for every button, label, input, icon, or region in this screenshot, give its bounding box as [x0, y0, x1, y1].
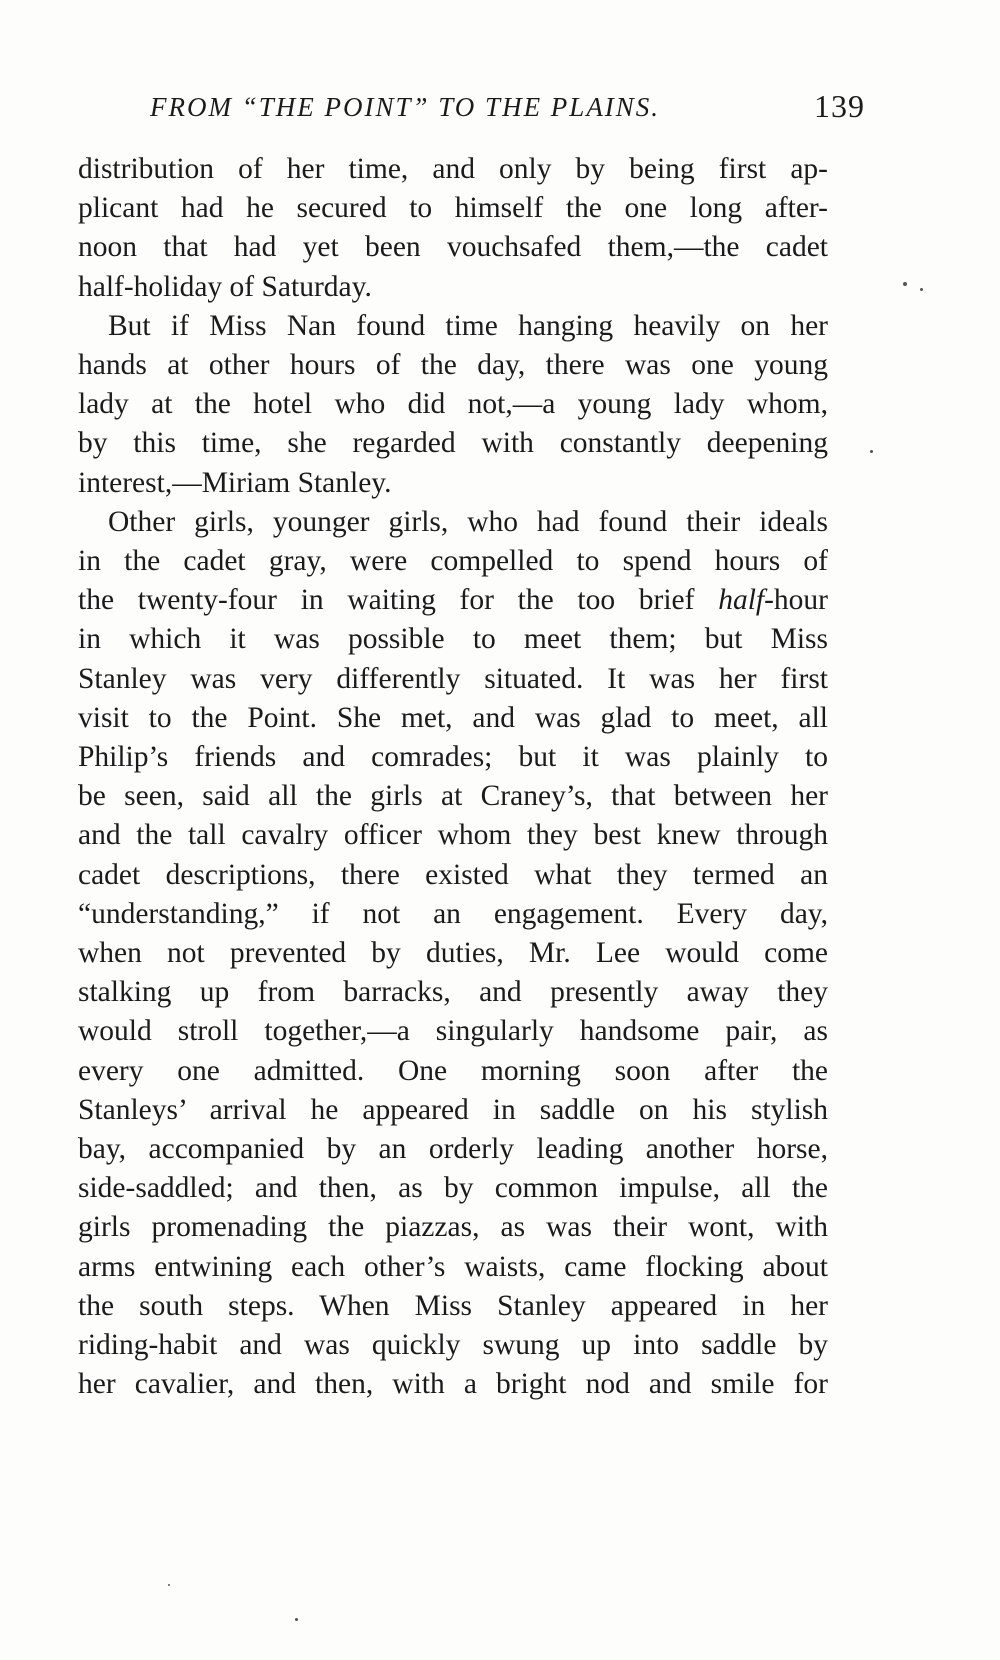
- italic-word: half: [718, 584, 765, 617]
- text-line: lady at the hotel who did not,—a young lady whom,: [78, 388, 828, 421]
- text-line: half-holiday of Saturday.: [78, 270, 372, 303]
- text-line: cadet descriptions, there existed what they termed an: [78, 858, 828, 891]
- text-line: But if Miss Nan found time hanging heavily on her: [108, 309, 828, 342]
- text-line: “understanding,” if not an engagement. Every day,: [78, 897, 828, 930]
- text-line: stalking up from barracks, and presently away they: [78, 976, 828, 1009]
- scan-speck: [168, 1584, 170, 1586]
- body-text: [78, 150, 828, 1405]
- text-line: plicant had he secured to himself the one long after-: [78, 192, 828, 225]
- text-line: interest,—Miriam Stanley.: [78, 466, 392, 499]
- scan-speck: [870, 450, 873, 453]
- paragraph: [78, 150, 828, 307]
- text-line: side-saddled; and then, as by common impulse, all the: [78, 1172, 828, 1205]
- scan-speck: [903, 282, 907, 286]
- text-line: every one admitted. One morning soon after the: [78, 1054, 828, 1087]
- text-line: Stanleys’ arrival he appeared in saddle on his stylish: [78, 1093, 828, 1126]
- text-line: Other girls, younger girls, who had found their ideals: [108, 505, 828, 538]
- text-line: be seen, said all the girls at Craney’s, that between her: [78, 780, 828, 813]
- text-line: visit to the Point. She met, and was glad to meet, all: [78, 701, 828, 734]
- text-line: distribution of her time, and only by being first ap-: [78, 153, 828, 185]
- text-line: Stanley was very differently situated. It was her first: [78, 662, 828, 695]
- paragraph: [78, 307, 828, 503]
- paragraph: [78, 503, 828, 1405]
- text-line: when not prevented by duties, Mr. Lee would come: [78, 937, 828, 970]
- text-line: in the cadet gray, were compelled to spend hours of: [78, 545, 828, 578]
- text-line: Philip’s friends and comrades; but it was plainly to: [78, 741, 828, 774]
- text-line: riding-habit and was quickly swung up into saddle by: [78, 1329, 828, 1362]
- text-line: by this time, she regarded with constantly deepening: [78, 427, 828, 460]
- text-line: the south steps. When Miss Stanley appeared in her: [78, 1289, 828, 1322]
- scan-speck: [920, 288, 923, 291]
- page-number: 139: [814, 88, 865, 124]
- text-line: her cavalier, and then, with a bright nod and smile for: [78, 1368, 828, 1401]
- text-line: hands at other hours of the day, there was one young: [78, 349, 828, 382]
- text-line: and the tall cavalry officer whom they best knew through: [78, 819, 828, 852]
- scan-speck: [295, 1618, 298, 1621]
- text-line: girls promenading the piazzas, as was their wont, with: [78, 1211, 828, 1244]
- running-head: FROM “THE POINT” TO THE PLAINS.: [150, 92, 661, 122]
- text-line: bay, accompanied by an orderly leading another horse,: [78, 1133, 828, 1166]
- text-line: noon that had yet been vouchsafed them,—the cadet: [78, 231, 828, 264]
- text-line: arms entwining each other’s waists, came flocking about: [78, 1250, 828, 1283]
- text-line: would stroll together,—a singularly handsome pair, as: [78, 1015, 828, 1048]
- text-line: the twenty-four in waiting for the too brief half-hour: [78, 584, 828, 617]
- text-line: in which it was possible to meet them; but Miss: [78, 623, 828, 656]
